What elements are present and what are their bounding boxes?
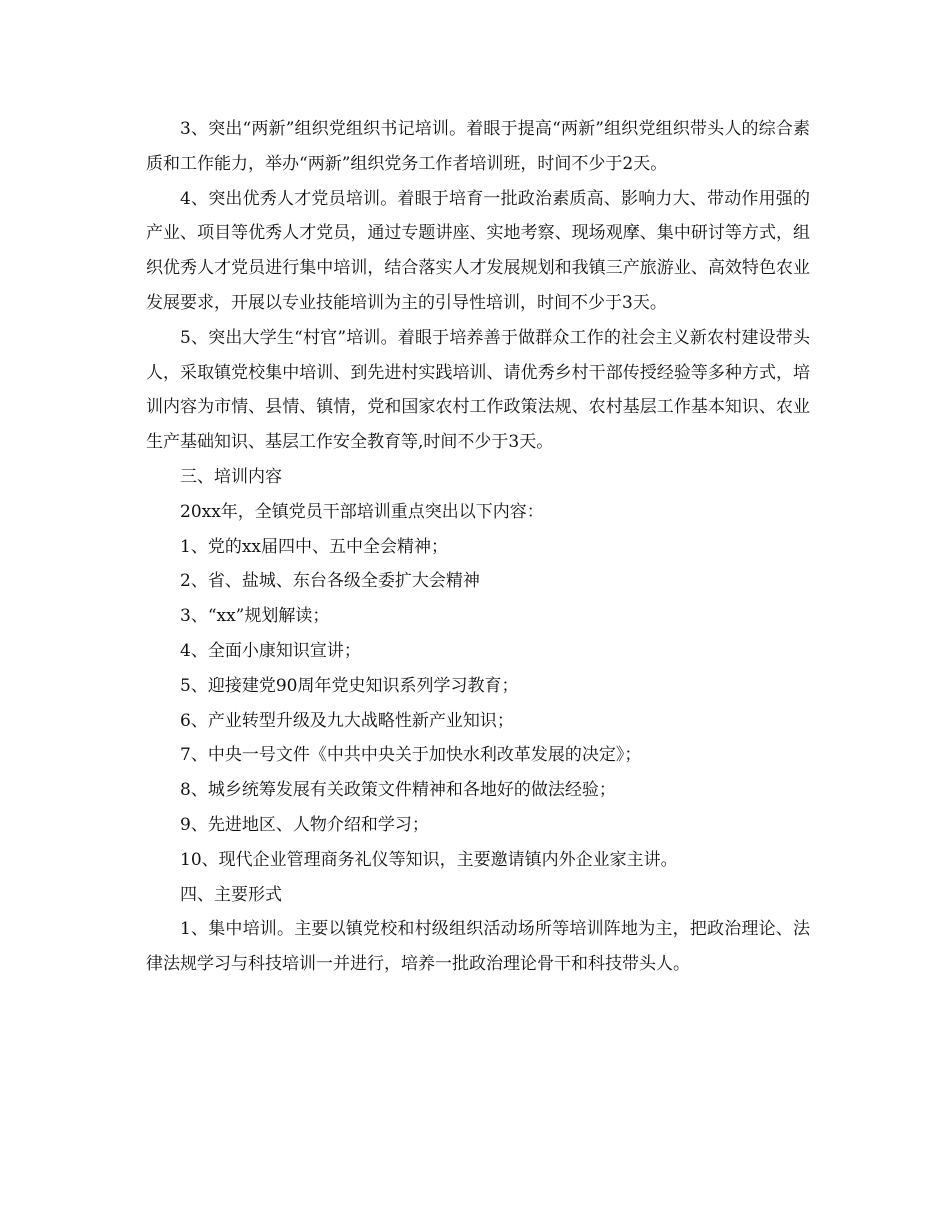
list-item: 8、城乡统筹发展有关政策文件精神和各地好的做法经验； — [180, 780, 616, 801]
paragraph-3-two-new-training: 3、突出“两新”组织党组织书记培训。着眼于提高“两新”组织党组织带头人的综合素质和工作能力，举办“两新”组织党务工作者培训班，时间不少于2天。 — [146, 119, 810, 174]
list-item: 1、党的xx届四中、五中全会精神； — [180, 536, 448, 557]
list-item: 4、全面小康知识宣讲； — [180, 640, 361, 661]
list-item: 9、先进地区、人物介绍和学习； — [180, 814, 429, 835]
list-item: 6、产业转型升级及九大战略性新产业知识； — [180, 710, 514, 731]
list-item: 10、现代企业管理商务礼仪等知识，主要邀请镇内外企业家主讲。 — [180, 849, 678, 870]
section-4-heading: 四、主要形式 — [180, 884, 282, 905]
paragraph-5-village-official-training: 5、突出大学生“村官”培训。着眼于培养善于做群众工作的社会主义新农村建设带头人，采取镇党校集中培训、到先进村实践培训、请优秀乡村干部传授经验等多种方式，培训内容为市情、县情、镇情，党和国家农村工作政策法规、农村基层工作基本知识、农业生产基础知识、基层工作安全教育等,时间不少于3天。 — [146, 327, 810, 453]
list-item: 3、“xx”规划解读； — [180, 606, 330, 627]
list-item: 7、中央一号文件《中共中央关于加快水利改革发展的决定》； — [180, 745, 642, 766]
list-item: 2、省、盐城、东台各级全委扩大会精神 — [180, 571, 480, 592]
document-page — [146, 112, 810, 982]
section-3-heading: 三、培训内容 — [180, 466, 282, 487]
section-4-paragraph: 1、集中培训。主要以镇党校和村级组织活动场所等培训阵地为主，把政治理论、法律法规学习与科技培训一并进行，培养一批政治理论骨干和科技带头人。 — [146, 919, 810, 975]
paragraph-4-talent-training: 4、突出优秀人才党员培训。着眼于培育一批政治素质高、影响力大、带动作用强的产业、项目等优秀人才党员，通过专题讲座、实地考察、现场观摩、集中研讨等方式，组织优秀人才党员进行集中培训，结合落实人才发展规划和我镇三产旅游业、高效特色农业发展要求，开展以专业技能培训为主的引导性培训，时间不少于3天。 — [146, 188, 810, 313]
list-item: 5、迎接建党90周年党史知识系列学习教育； — [180, 675, 519, 696]
section-3-intro: 20xx年，全镇党员干部培训重点突出以下内容： — [180, 501, 544, 522]
